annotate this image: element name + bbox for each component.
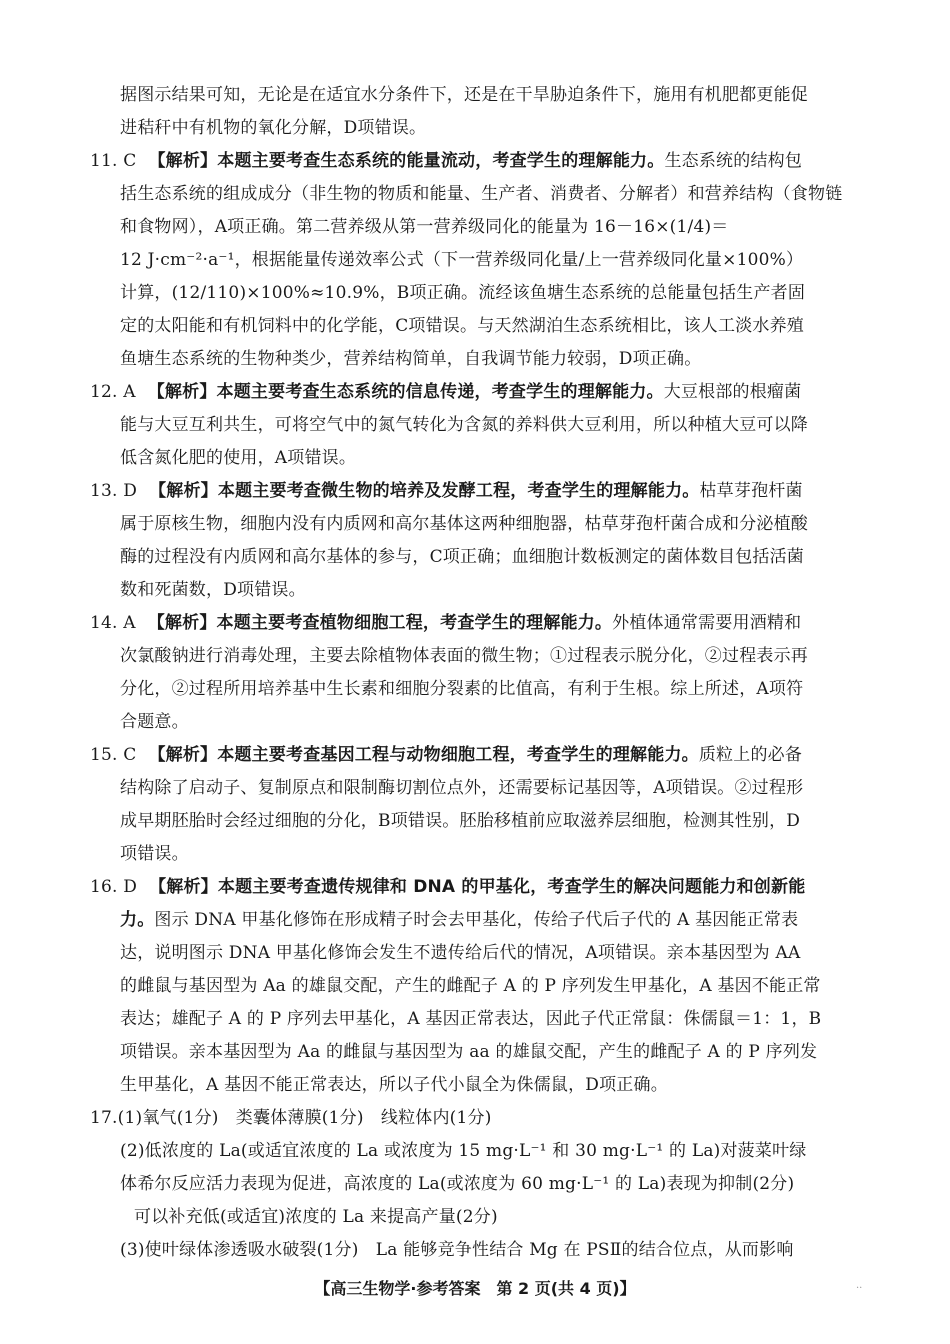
q16-line-2: [120, 909, 798, 931]
q16-line-6: 项错误。亲本基因型为 Aa 的雌鼠与基因型为 aa 的雄鼠交配，产生的雌配子 A 的 P 序列发: [120, 1042, 818, 1062]
q13-line-4: 数和死菌数，D项错误。: [120, 580, 306, 600]
q17-number: 17.: [90, 1108, 118, 1128]
q14-number: 14. A: [90, 613, 136, 633]
q17-part-3-line-1: (3)使叶绿体渗透吸水破裂(1分) La 能够竞争性结合 Mg 在 PSⅡ的结合位点，从而影响: [120, 1240, 794, 1260]
q11-line-7: 鱼塘生态系统的生物种类少，营养结构简单，自我调节能力较弱，D项正确。: [120, 349, 702, 369]
q15-number: 15. C: [90, 745, 137, 765]
intro-line-1: 据图示结果可知，无论是在适宜水分条件下，还是在干旱胁迫条件下，施用有机肥都更能促: [120, 85, 808, 105]
q17-part-2-line-2: 体希尔反应活力表现为促进，高浓度的 La(或浓度为 60 mg·L⁻¹ 的 La)表现为抑制(2分): [120, 1174, 795, 1194]
q14-text-1: 外植体通常需要用酒精和: [612, 613, 802, 633]
q17-part-2-line-1: (2)低浓度的 La(或适宜浓度的 La 或浓度为 15 mg·L⁻¹ 和 30 mg·L⁻¹ 的 La)对菠菜叶绿: [120, 1141, 807, 1161]
q16-line-5: 表达；雄配子 A 的 P 序列去甲基化，A 基因正常表达，因此子代正常鼠：侏儒鼠＝1：1，B: [120, 1009, 822, 1029]
q15-line-3: 成早期胚胎时会经过细胞的分化，B项错误。胚胎移植前应取滋养层细胞，检测其性别，D: [120, 811, 801, 831]
q14-analysis-tag: 【解析】本题主要考查植物细胞工程，考查学生的理解能力。: [147, 613, 613, 633]
q13-number: 13. D: [90, 481, 138, 501]
q14-first-line: [90, 612, 801, 634]
q11-line-6: 定的太阳能和有机饲料中的化学能，C项错误。与天然湖泊生态系统相比，该人工淡水养殖: [120, 316, 805, 336]
q15-first-line: [90, 744, 802, 766]
q17-first-line: [90, 1107, 492, 1129]
q15-text-1: 质粒上的必备: [698, 745, 803, 765]
q13-text-1: 枯草芽孢杆菌: [699, 481, 803, 501]
q16-number: 16. D: [90, 877, 138, 897]
page-footer: 【高三生物学·参考答案 第 2 页(共 4 页)】: [314, 1279, 636, 1298]
q11-number: 11. C: [90, 151, 137, 171]
q16-line-3: 达，说明图示 DNA 甲基化修饰会发生不遗传给后代的情况，A项错误。亲本基因型为 AA: [120, 943, 801, 963]
q16-analysis-tag-cont: 力。: [120, 910, 155, 930]
q16-line-4: 的雌鼠与基因型为 Aa 的雄鼠交配，产生的雌配子 A 的 P 序列发生甲基化，A 基因不能正常: [120, 976, 821, 996]
q12-line-2: 能与大豆互利共生，可将空气中的氮气转化为含氮的养料供大豆利用，所以种植大豆可以降: [120, 415, 808, 435]
q11-text-1: 生态系统的结构包: [664, 151, 803, 171]
q13-first-line: [90, 480, 803, 502]
q11-line-3: 和食物网），A项正确。第二营养级从第一营养级同化的能量为 16－16×(1/4)＝: [120, 217, 729, 237]
q16-line-7: 生甲基化，A 基因不能正常表达，所以子代小鼠全为侏儒鼠，D项正确。: [120, 1075, 668, 1095]
q13-analysis-tag: 【解析】本题主要考查微生物的培养及发酵工程，考查学生的理解能力。: [149, 481, 700, 501]
q12-first-line: [90, 381, 801, 403]
corner-mark: ..: [856, 1280, 863, 1291]
q16-analysis-tag: 【解析】本题主要考查遗传规律和 DNA 的甲基化，考查学生的解决问题能力和创新能: [149, 877, 806, 897]
q15-analysis-tag: 【解析】本题主要考查基因工程与动物细胞工程，考查学生的理解能力。: [148, 745, 699, 765]
q13-line-2: 属于原核生物，细胞内没有内质网和高尔基体这两种细胞器，枯草芽孢杆菌合成和分泌植酸: [120, 514, 808, 534]
q11-first-line: [90, 150, 802, 172]
q15-line-4: 项错误。: [120, 844, 189, 864]
q11-line-4: 12 J·cm⁻²·a⁻¹，根据能量传递效率公式（下一营养级同化量/上一营养级同化量×100%）: [120, 250, 804, 270]
q11-analysis-tag: 【解析】本题主要考查生态系统的能量流动，考查学生的理解能力。: [148, 151, 665, 171]
q12-number: 12. A: [90, 382, 136, 402]
q15-line-2: 结构除了启动子、复制原点和限制酶切割位点外，还需要标记基因等，A项错误。②过程形: [120, 778, 804, 798]
q13-line-3: 酶的过程没有内质网和高尔基体的参与，C项正确；血细胞计数板测定的菌体数目包括活菌: [120, 547, 805, 567]
q12-text-1: 大豆根部的根瘤菌: [663, 382, 802, 402]
q16-first-line: [90, 876, 805, 898]
q14-line-3: 分化，②过程所用培养基中生长素和细胞分裂素的比值高，有利于生根。综上所述，A项符: [120, 679, 804, 699]
q11-line-2: 括生态系统的组成成分（非生物的物质和能量、生产者、消费者、分解者）和营养结构（食物链: [120, 184, 843, 204]
q12-line-3: 低含氮化肥的使用，A项错误。: [120, 448, 357, 468]
q17-part-2-line-3: 可以补充低(或适宜)浓度的 La 来提高产量(2分): [134, 1207, 498, 1227]
q12-analysis-tag: 【解析】本题主要考查生态系统的信息传递，考查学生的理解能力。: [147, 382, 664, 402]
q17-part-1: (1)氧气(1分) 类囊体薄膜(1分) 线粒体内(1分): [117, 1108, 492, 1128]
q11-line-5: 计算，(12/110)×100%≈10.9%，B项正确。流经该鱼塘生态系统的总能量包括生产者固: [120, 283, 806, 303]
intro-line-2: 进秸秆中有机物的氧化分解，D项错误。: [120, 118, 427, 138]
q16-text-1: 图示 DNA 甲基化修饰在形成精子时会去甲基化，传给子代后子代的 A 基因能正常表: [154, 910, 799, 930]
q14-line-2: 次氯酸钠进行消毒处理，主要去除植物体表面的微生物；①过程表示脱分化，②过程表示再: [120, 646, 808, 666]
q14-line-4: 合题意。: [120, 712, 189, 732]
